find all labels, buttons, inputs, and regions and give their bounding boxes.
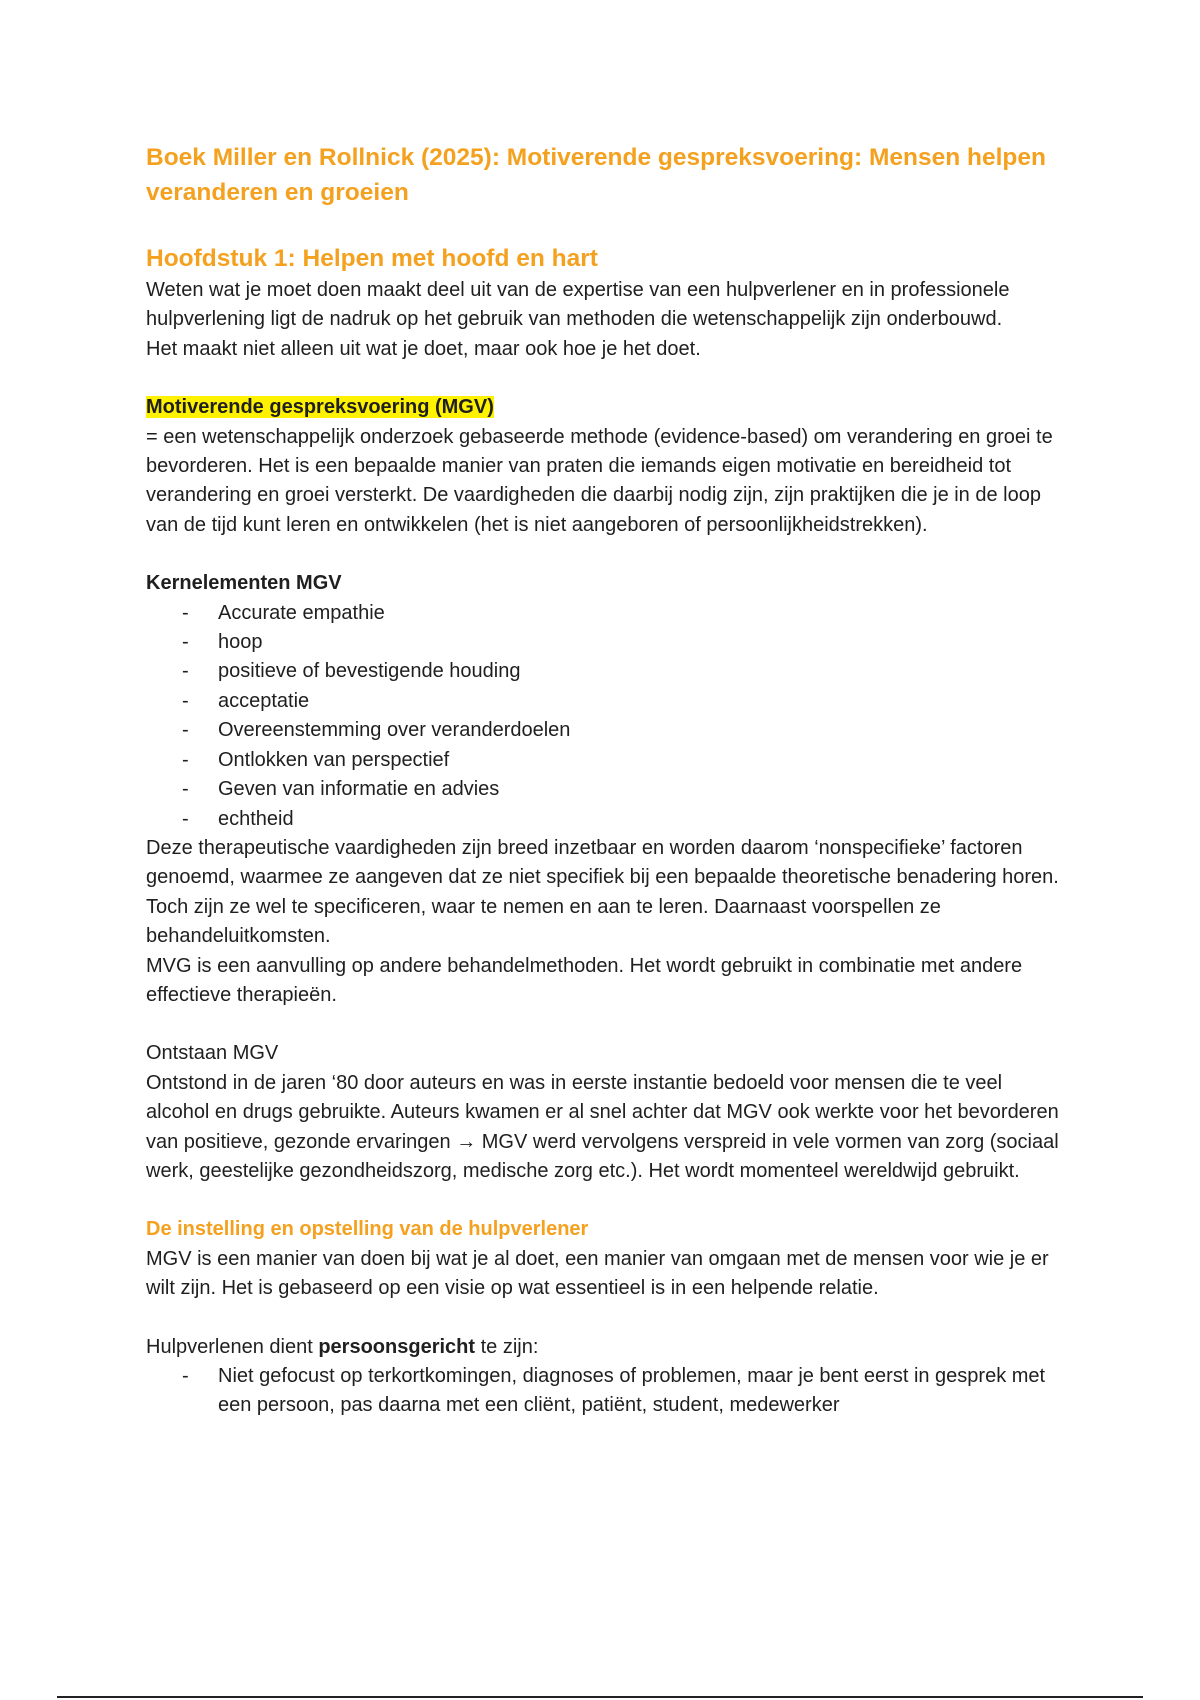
list-item <box>146 687 1066 716</box>
document-title: Boek Miller en Rollnick (2025): Motiverende gespreksvoering: Mensen helpen veranderen en groeien <box>146 144 1046 206</box>
persoonsgericht-pre: Hulpverlenen dient <box>146 1335 319 1358</box>
dash-bullet: - <box>182 1365 189 1387</box>
document-page <box>146 140 1066 1421</box>
list-item <box>146 775 1066 804</box>
list-item <box>146 746 1066 775</box>
list-item-text: Overeenstemming over veranderdoelen <box>218 719 571 742</box>
list-item <box>146 716 1066 745</box>
persoonsgericht-line <box>146 1333 1066 1362</box>
dash-bullet: - <box>182 778 189 801</box>
persoonsgericht-list <box>146 1362 1066 1421</box>
kern-heading: Kernelementen MGV <box>146 572 342 595</box>
list-item-text: hoop <box>218 631 263 654</box>
mgv-heading-line <box>146 393 1066 422</box>
dash-bullet: - <box>182 748 189 771</box>
mgv-definition: = een wetenschappelijk onderzoek gebaseerde methode (evidence-based) om verandering en groei te bevorderen. Het is een bepaalde manier van praten die iemands eigen motivatie en bereidheid tot verandering en groei versterkt. De vaardigheden die daarbij nodig zijn, zijn praktijken die je in de loop van de tijd kunt leren en ontwikkelen (het is niet aangeboren of persoonlijkheidstrekken). <box>146 425 1053 536</box>
instelling-paragraph: MGV is een manier van doen bij wat je al doet, een manier van omgaan met de mensen voor wie je er wilt zijn. Het is gebaseerd op een visie op wat essentieel is in een helpende relatie. <box>146 1247 1049 1300</box>
persoonsgericht-post: te zijn: <box>475 1335 539 1358</box>
kern-list <box>146 599 1066 834</box>
dash-bullet: - <box>182 689 189 712</box>
list-item-text: echtheid <box>218 807 294 830</box>
list-item <box>146 1362 1066 1421</box>
list-item-text: Accurate empathie <box>218 601 385 624</box>
dash-bullet: - <box>182 719 189 742</box>
mgv-heading-highlight: Motiverende gespreksvoering (MGV) <box>146 396 494 419</box>
dash-bullet: - <box>182 631 189 654</box>
list-item-text: Niet gefocust op terkortkomingen, diagnoses of problemen, maar je bent eerst in gesprek met een persoon, pas daarna met een cliënt, patiënt, student, medewerker <box>218 1365 1046 1417</box>
kern-paragraph-1: Deze therapeutische vaardigheden zijn breed inzetbaar en worden daarom ‘nonspecifieke’ factoren genoemd, waarmee ze aangeven dat ze niet specifiek bij een bepaalde theoretische benadering horen. Toch zijn ze wel te specificeren, waar te nemen en aan te leren. Daarnaast voorspellen ze behandeluitkomsten. <box>146 836 1059 948</box>
intro-paragraph-2: Het maakt niet alleen uit wat je doet, maar ook hoe je het doet. <box>146 337 701 360</box>
origin-paragraph: Ontstond in de jaren ‘80 door auteurs en was in eerste instantie bedoeld voor mensen die te veel alcohol en drugs gebruikte. Auteurs kwamen er al snel achter dat MGV ook werkte voor het bevorderen van positieve, gezonde ervaringen → MGV werd vervolgens verspreid in vele vormen van zorg (sociaal werk, geestelijke gezondheidszorg, medische zorg etc.). Het wordt momenteel wereldwijd gebruikt. <box>146 1071 1059 1182</box>
origin-heading: Ontstaan MGV <box>146 1042 279 1065</box>
chapter-title: Hoofdstuk 1: Helpen met hoofd en hart <box>146 245 598 272</box>
kern-paragraph-2: MVG is een aanvulling op andere behandelmethoden. Het wordt gebruikt in combinatie met andere effectieve therapieën. <box>146 954 1023 1006</box>
persoonsgericht-bold: persoonsgericht <box>318 1335 476 1358</box>
list-item <box>146 628 1066 657</box>
dash-bullet: - <box>182 807 189 830</box>
list-item-text: Geven van informatie en advies <box>218 778 500 801</box>
list-item-text: positieve of bevestigende houding <box>218 660 521 683</box>
list-item-text: acceptatie <box>218 689 310 712</box>
list-item <box>146 657 1066 686</box>
page-bottom-rule <box>57 1696 1143 1698</box>
instelling-heading: De instelling en opstelling van de hulpverlener <box>146 1218 589 1241</box>
list-item-text: Ontlokken van perspectief <box>218 748 450 771</box>
list-item <box>146 599 1066 628</box>
list-item <box>146 805 1066 834</box>
dash-bullet: - <box>182 660 189 683</box>
dash-bullet: - <box>182 601 189 624</box>
intro-paragraph-1: Weten wat je moet doen maakt deel uit van de expertise van een hulpverlener en in professionele hulpverlening ligt de nadruk op het gebruik van methoden die wetenschappelijk zijn onderbouwd. <box>146 279 1010 331</box>
